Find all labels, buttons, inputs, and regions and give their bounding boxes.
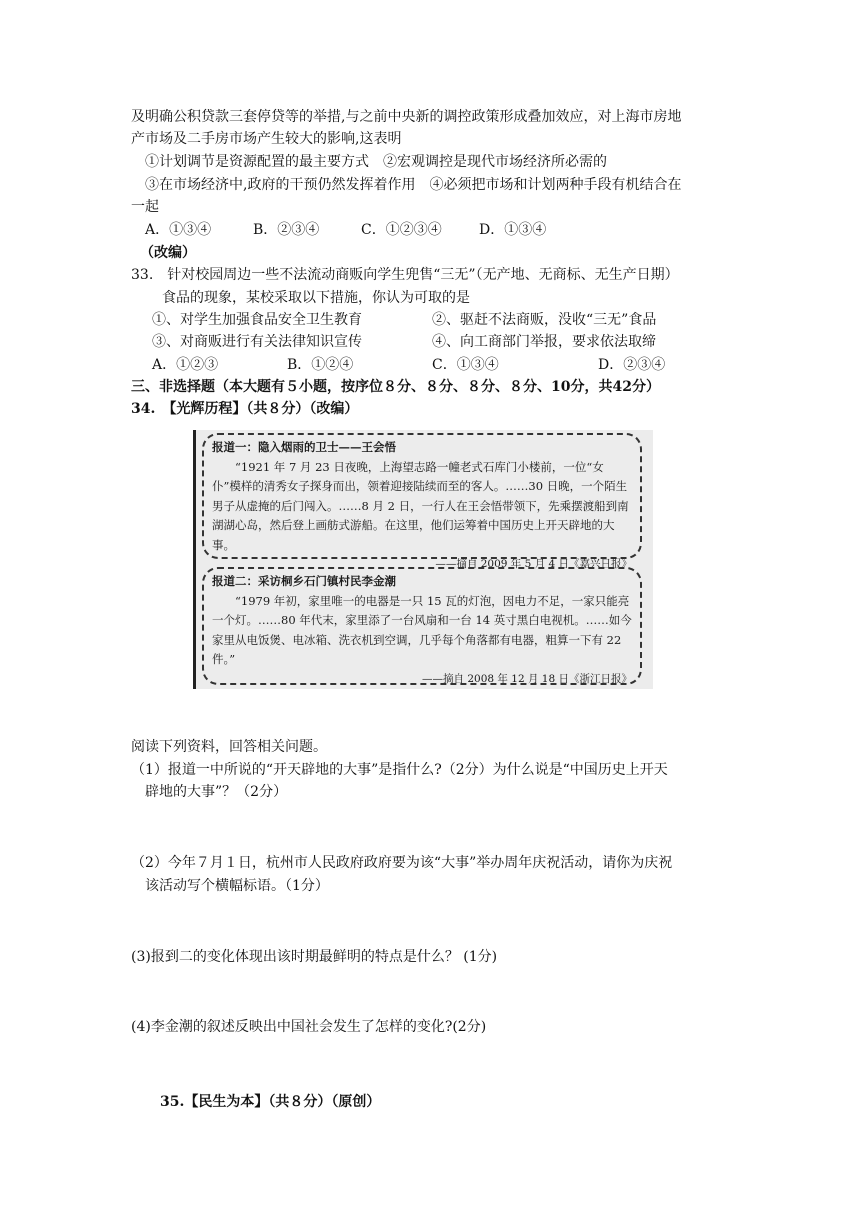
q34-sub1-line-2: 辟地的大事”？（2分） <box>145 784 288 800</box>
q32-option-a: A．①③④ <box>145 222 212 238</box>
q32-statement-4-cont: 一起 <box>131 199 159 215</box>
q33-option-d: D．②③④ <box>598 357 666 373</box>
q32-option-d: D．①③④ <box>479 222 547 238</box>
report-2-source: ——摘自 2008 年 12 月 18 日《浙江日报》 <box>422 672 632 685</box>
q33-text-line-1: 33. 针对校园周边一些不法流动商贩向学生兜售“三无”（无产地、无商标、无生产日期） <box>131 267 679 283</box>
q32-options <box>145 219 546 241</box>
report-2-heading: 报道二：采访桐乡石门镇村民李金潮 <box>212 574 396 588</box>
q32-tag: （改编） <box>140 245 196 261</box>
report-1-source: ——摘自 2009 年 5 月 4 日《嘉兴日报》 <box>435 558 632 570</box>
q32-text-line-1: 及明确公积贷款三套停贷等的举措,与之前中央新的调控政策形成叠加效应，对上海市房地 <box>131 109 682 125</box>
q33-item-4: ④、向工商部门举报，要求依法取缔 <box>432 334 656 350</box>
q33-item-3: ③、对商贩进行有关法律知识宣传 <box>152 334 362 350</box>
q33-text-line-2: 食品的现象，某校采取以下措施，你认为可取的是 <box>162 290 470 306</box>
q32-option-c: C．①②③④ <box>361 222 442 238</box>
q32-statement-1-2: ①计划调节是资源配置的最主要方式 ②宏观调控是现代市场经济所必需的 <box>145 154 607 170</box>
q34-sub3: (3)报到二的变化体现出该时期最鲜明的特点是什么？ (1分) <box>131 949 498 965</box>
report-1-body: “1921 年 7 月 23 日夜晚，上海望志路一幢老式石库门小楼前，一位“女仆”模样的清秀女子探身而出，领着迎接陆续而至的客人。……30 日晚，一个陌生男子从虚掩的后门闯入。……8 月 2 日，一行人在王会悟带领下，先乘摆渡船到南湖湖心岛，然后登上画舫式游船。在这里，他们运筹着中国历史上开天辟地的大事。 <box>212 459 629 552</box>
section-3-heading: 三、非选择题（本大题有５小题，按序位８分、８分、８分、８分、10分，共42分） <box>131 379 660 395</box>
report-1-heading: 报道一：隐入烟雨的卫士——王会悟 <box>212 440 396 454</box>
q32-text-line-2: 产市场及二手房市场产生较大的影响,这表明 <box>131 131 402 147</box>
q34-sub2-line-2: 该活动写个横幅标语。（1分） <box>145 878 329 894</box>
q33-item-2: ②、驱赶不法商贩，没收“三无”食品 <box>432 312 657 328</box>
report-2-box <box>202 567 642 685</box>
report-1-box <box>202 433 642 570</box>
q34-instruction: 阅读下列资料，回答相关问题。 <box>131 739 327 755</box>
q33-item-1: ①、对学生加强食品安全卫生教育 <box>152 312 362 328</box>
q32-option-b: B．②③④ <box>253 222 320 238</box>
newspaper-clipping <box>193 430 653 689</box>
report-2-body: “1979 年初，家里唯一的电器是一只 15 瓦的灯泡，因电力不足，一家只能亮一个灯。……80 年代末，家里添了一台风扇和一台 14 英寸黑白电视机。……如今家里从电饭煲、电冰箱、洗衣机到空调，几乎每个角落都有电器，粗算一下有 22 件。” <box>212 593 632 666</box>
q32-statement-3-4: ③在市场经济中,政府的干预仍然发挥着作用 ④必须把市场和计划两种手段有机结合在 <box>145 177 682 193</box>
q34-sub4: (4)李金潮的叙述反映出中国社会发生了怎样的变化?(2分) <box>131 1019 487 1035</box>
q34-sub1-line-1: （1）报道一中所说的“开天辟地的大事”是指什么?（2分）为什么说是“中国历史上开天 <box>131 762 668 778</box>
q33-option-a: A．①②③ <box>152 357 219 373</box>
q34-sub2-line-1: （2）今年７月１日，杭州市人民政府政府要为该“大事”举办周年庆祝活动，请你为庆祝 <box>131 855 673 871</box>
q33-option-c: C．①③④ <box>432 357 499 373</box>
q35-title: 35.【民生为本】（共８分）（原创） <box>160 1094 381 1110</box>
q33-option-b: B．①②④ <box>287 357 354 373</box>
q34-title: 34. 【光辉历程】（共８分）（改编） <box>131 401 359 417</box>
